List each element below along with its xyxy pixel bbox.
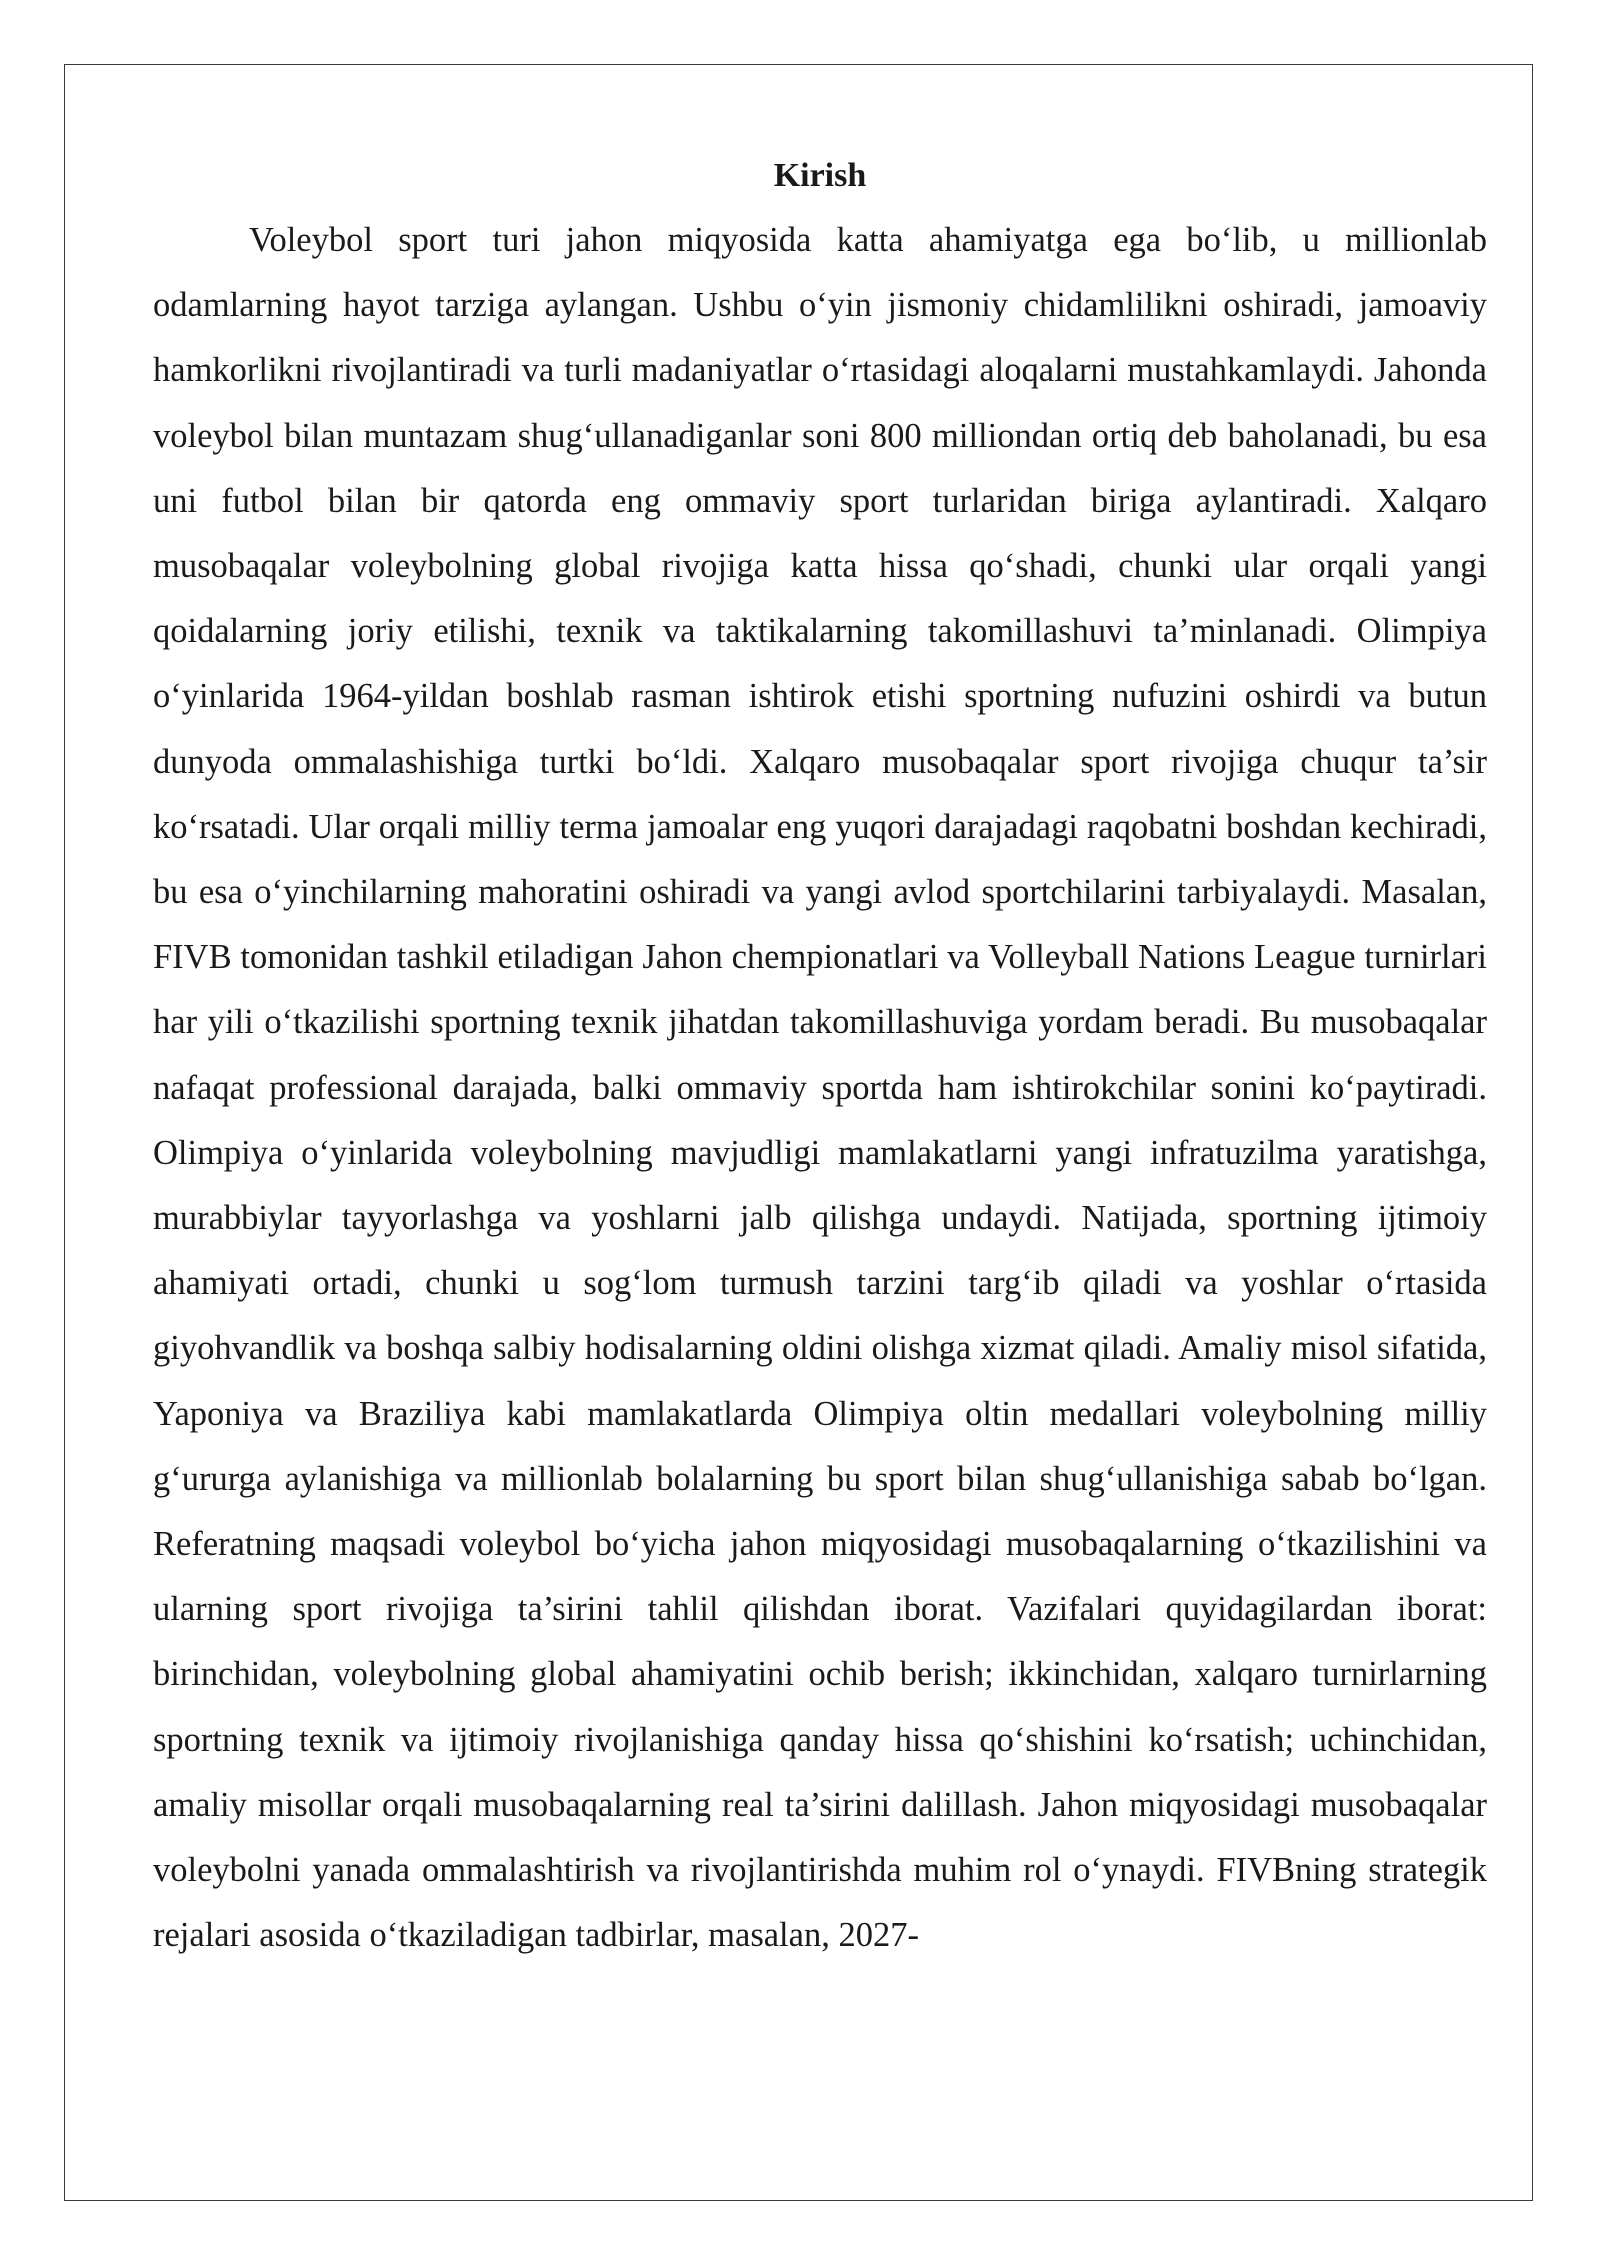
page-title: Kirish	[773, 157, 867, 194]
body-paragraph: Voleybol sport turi jahon miqyosida katta ahamiyatga ega bo‘lib, u millionlab odamlarning hayot tarziga aylangan. Ushbu o‘yin jismoniy chidamlilikni oshiradi, jamoaviy hamkorlikni rivojlantiradi va turli madaniyatlar o‘rtasidagi aloqalarni mustahkamlaydi. Jahonda voleybol bilan muntazam shug‘ullanadiganlar soni 800 milliondan ortiq deb baholanadi, bu esa uni futbol bilan bir qatorda eng ommaviy sport turlaridan biriga aylantiradi. Xalqaro musobaqalar voleybolning global rivojiga katta hissa qo‘shadi, chunki ular orqali yangi qoidalarning joriy etilishi, texnik va taktikalarning takomillashuvi ta’minlanadi. Olimpiya o‘yinlarida 1964-yildan boshlab rasman ishtirok etishi sportning nufuzini oshirdi va butun dunyoda ommalashishiga turtki bo‘ldi. Xalqaro musobaqalar sport rivojiga chuqur ta’sir ko‘rsatadi. Ular orqali milliy terma jamoalar eng yuqori darajadagi raqobatni boshdan kechiradi, bu esa o‘yinchilarning mahoratini oshiradi va yangi avlod sportchilarini tarbiyalaydi. Masalan, FIVB tomonidan tashkil etiladigan Jahon chempionatlari va Volleyball Nations League turnirlari har yili o‘tkazilishi sportning texnik jihatdan takomillashuviga yordam beradi. Bu musobaqalar nafaqat professional darajada, balki ommaviy sportda ham ishtirokchilar sonini ko‘paytiradi. Olimpiya o‘yinlarida voleybolning mavjudligi mamlakatlarni yangi infratuzilma yaratishga, murabbiylar tayyorlashga va yoshlarni jalb qilishga undaydi. Natijada, sportning ijtimoiy ahamiyati ortadi, chunki u sog‘lom turmush tarzini targ‘ib qiladi va yoshlar o‘rtasida giyohvandlik va boshqa salbiy hodisalarning oldini olishga xizmat qiladi. Amaliy misol sifatida, Yaponiya va Braziliya kabi mamlakatlarda Olimpiya oltin medallari voleybolning milliy g‘ururga aylanishiga va millionlab bolalarning bu sport bilan shug‘ullanishiga sabab bo‘lgan. Referatning maqsadi voleybol bo‘yicha jahon miqyosidagi musobaqalarning o‘tkazilishini va ularning sport rivojiga ta’sirini tahlil qilishdan iborat. Vazifalari quyidagilardan iborat: birinchidan, voleybolning global ahamiyatini ochib berish; ikkinchidan, xalqaro turnirlarning sportning texnik va ijtimoiy rivojlanishiga qanday hissa qo‘shishini ko‘rsatish; uchinchidan, amaliy misollar orqali musobaqalarning real ta’sirini dalillash. Jahon miqyosidagi musobaqalar voleybolni yanada ommalashtirish va rivojlantirishda muhim rol o‘ynaydi. FIVBning strategik rejalari asosida o‘tkaziladigan tadbirlar, masalan, 2027-	[153, 221, 1487, 1955]
document-body	[153, 144, 1487, 1968]
